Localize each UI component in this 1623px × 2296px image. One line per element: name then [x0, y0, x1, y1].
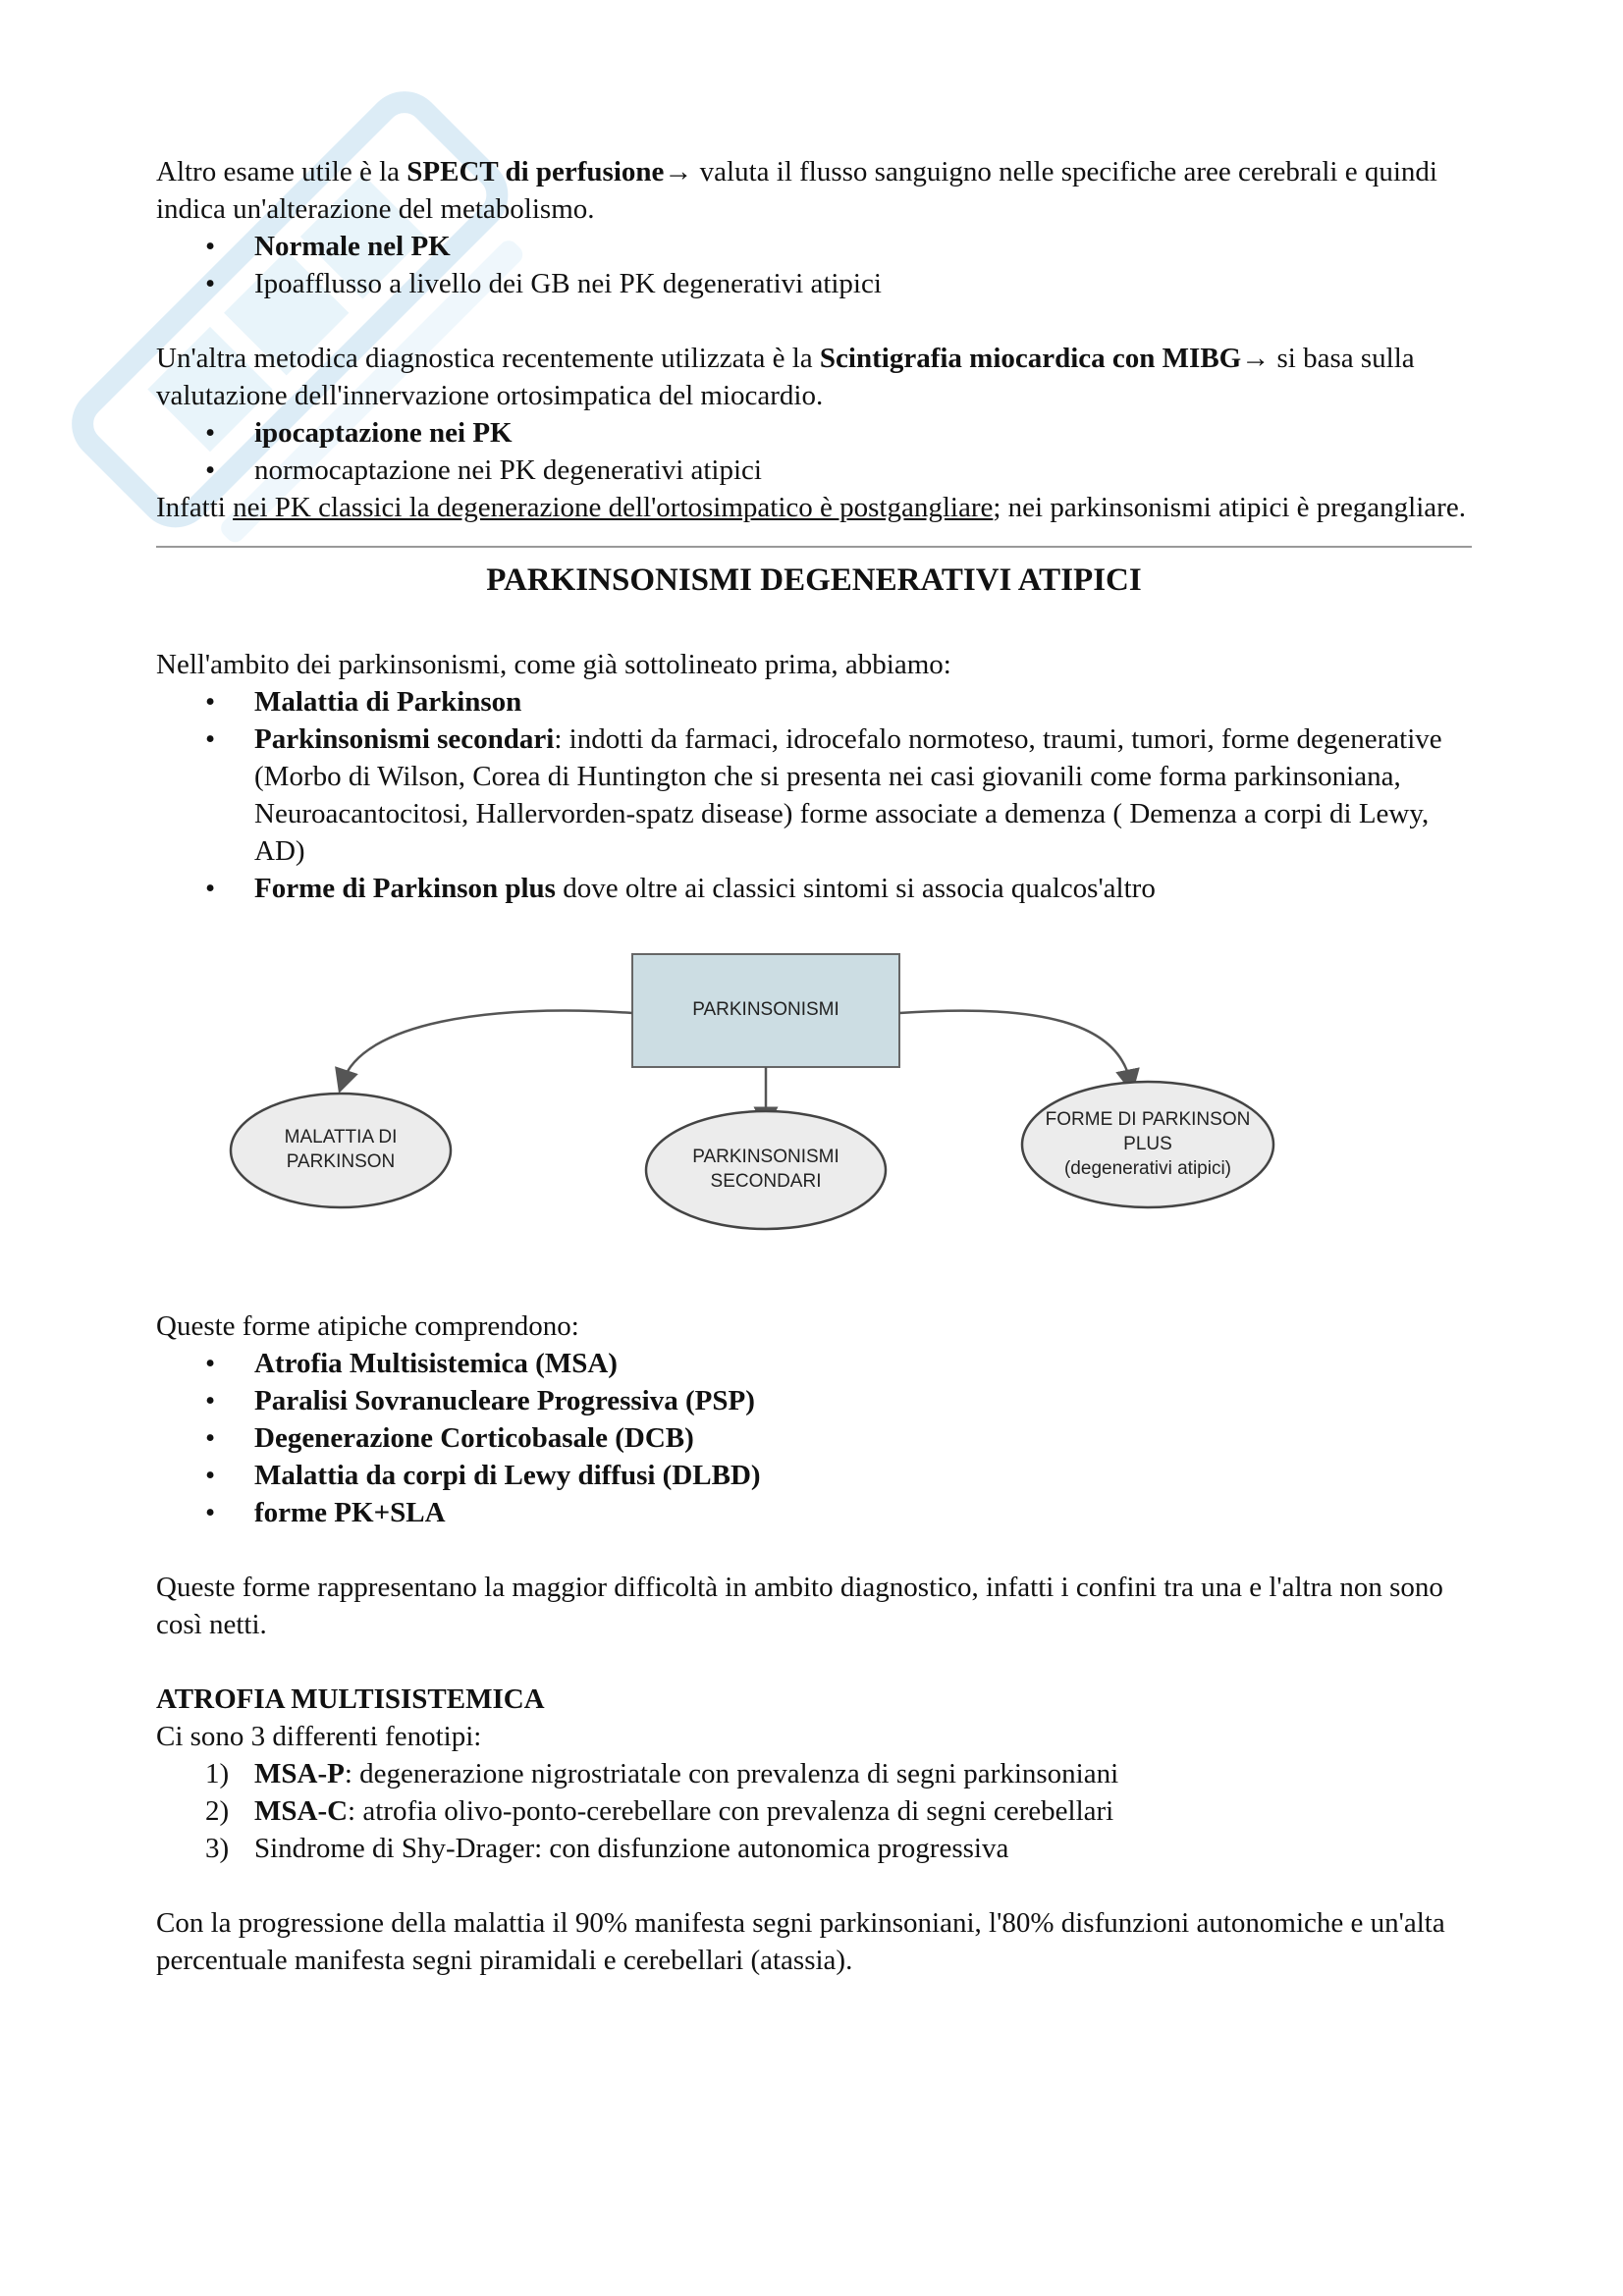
spect-intro: Altro esame utile è la SPECT di perfusione→ valuta il flusso sanguigno nelle specifiche aree cerebrali e quindi indica un'alterazione del metabolismo.: [156, 156, 1437, 225]
atypical-intro: Queste forme atipiche comprendono:: [156, 1310, 579, 1342]
mibg-intro: Un'altra metodica diagnostica recentemente utilizzata è la Scintigrafia miocardica con MIBG→ si basa sulla valutazione dell'innervazione ortosimpatica del miocardio.: [156, 343, 1415, 411]
list-item: • Forme di Parkinson plus dove oltre ai classici sintomi si associa qualcos'altro: [156, 870, 1472, 907]
mibg-list: [156, 414, 1472, 489]
spect-list: [156, 228, 1472, 302]
section-intro: Nell'ambito dei parkinsonismi, come già sottolineato prima, abbiamo:: [156, 649, 951, 680]
list-item: • ipocaptazione nei PK: [156, 414, 1472, 452]
list-item: • Degenerazione Corticobasale (DCB): [156, 1419, 1472, 1457]
msa-intro: Ci sono 3 differenti fenotipi:: [156, 1721, 482, 1752]
arrow-left: [343, 1011, 632, 1082]
list-item: • Atrofia Multisistemica (MSA): [156, 1345, 1472, 1382]
list-item: • Normale nel PK: [156, 228, 1472, 265]
atypical-list: [156, 1345, 1472, 1531]
list-item: • Ipoafflusso a livello dei GB nei PK degenerativi atipici: [156, 265, 1472, 302]
right-label: FORME DI PARKINSON PLUS (degenerativi atipici): [1045, 1109, 1251, 1179]
center-label: PARKINSONISMI SECONDARI: [692, 1147, 839, 1192]
left-label: MALATTIA DI PARKINSON: [284, 1127, 398, 1172]
root-label: PARKINSONISMI: [692, 999, 839, 1020]
msa-list: [156, 1755, 1472, 1867]
list-item: • Malattia di Parkinson: [156, 683, 1472, 721]
progression-text: Con la progressione della malattia il 90% manifesta segni parkinsoniani, l'80% disfunzioni autonomiche e un'alta percentuale manifesta segni piramidali e cerebellari (atassia).: [156, 1907, 1445, 1976]
list-item: • forme PK+SLA: [156, 1494, 1472, 1531]
mibg-note: Infatti nei PK classici la degenerazione dell'ortosimpatico è postgangliare; nei parkinsonismi atipici è pregangliare.: [156, 492, 1466, 523]
arrow-right: [899, 1011, 1130, 1082]
list-item: • normocaptazione nei PK degenerativi atipici: [156, 452, 1472, 489]
section-divider: [156, 546, 1472, 548]
list-item: • Paralisi Sovranucleare Progressiva (PSP): [156, 1382, 1472, 1419]
parkinsonisms-list: [156, 683, 1472, 907]
section-title: PARKINSONISMI DEGENERATIVI ATIPICI: [486, 562, 1142, 598]
list-item: 3) Sindrome di Shy-Drager: con disfunzione autonomica progressiva: [205, 1833, 1009, 1864]
list-item: 1) MSA-P: degenerazione nigrostriatale con prevalenza di segni parkinsoniani: [205, 1758, 1119, 1789]
msa-heading: ATROFIA MULTISISTEMICA: [156, 1683, 545, 1715]
difficulty-text: Queste forme rappresentano la maggior difficoltà in ambito diagnostico, infatti i confini tra una e l'altra non sono così netti.: [156, 1572, 1443, 1640]
list-item: • Malattia da corpi di Lewy diffusi (DLBD): [156, 1457, 1472, 1494]
list-item: 2) MSA-C: atrofia olivo-ponto-cerebellare con prevalenza di segni cerebellari: [205, 1795, 1114, 1827]
list-item: • Parkinsonismi secondari: indotti da farmaci, idrocefalo normoteso, traumi, tumori, forme degenerative (Morbo di Wilson, Corea di Huntington che si presenta nei casi giovanili come forma parkinsoniana, Neuroacantocitosi, Hallervorden-spatz disease) forme associate a demenza ( Demenza a corpi di Lewy, AD): [156, 721, 1472, 870]
parkinsonisms-diagram: [156, 934, 1472, 1249]
